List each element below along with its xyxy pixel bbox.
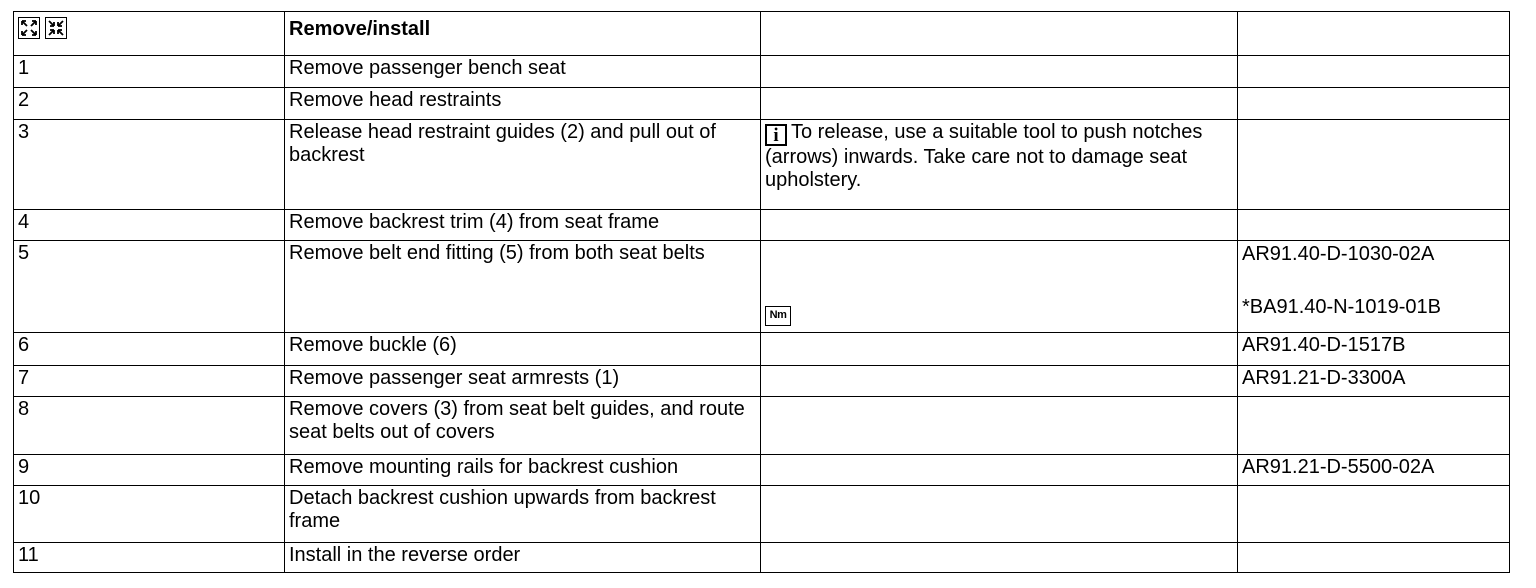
header-title: Remove/install bbox=[285, 12, 761, 56]
step-ref bbox=[1238, 455, 1510, 486]
table-row bbox=[14, 366, 1510, 397]
step-action: Release head restraint guides (2) and pull out of backrest bbox=[285, 120, 761, 210]
step-number: 10 bbox=[14, 486, 285, 543]
header-icons-cell bbox=[14, 12, 285, 56]
procedure-table bbox=[13, 11, 1510, 573]
torque-nm-icon[interactable]: Nm bbox=[765, 306, 791, 326]
step-action: Remove buckle (6) bbox=[285, 333, 761, 366]
step-note bbox=[761, 366, 1238, 397]
step-note bbox=[761, 120, 1238, 210]
reference-link[interactable]: AR91.40-D-1030-02A bbox=[1242, 243, 1435, 265]
table-row bbox=[14, 333, 1510, 366]
table-row bbox=[14, 241, 1510, 333]
header-note-cell bbox=[761, 12, 1238, 56]
step-ref bbox=[1238, 397, 1510, 455]
step-action: Remove covers (3) from seat belt guides, and route seat belts out of covers bbox=[285, 397, 761, 455]
step-action: Remove passenger seat armrests (1) bbox=[285, 366, 761, 397]
step-note bbox=[761, 333, 1238, 366]
table-row bbox=[14, 397, 1510, 455]
step-number: 7 bbox=[14, 366, 285, 397]
step-note bbox=[761, 88, 1238, 120]
step-action: Install in the reverse order bbox=[285, 543, 761, 573]
table-row bbox=[14, 210, 1510, 241]
step-action: Remove backrest trim (4) from seat frame bbox=[285, 210, 761, 241]
table-row bbox=[14, 120, 1510, 210]
step-note bbox=[761, 397, 1238, 455]
step-action: Detach backrest cushion upwards from backrest frame bbox=[285, 486, 761, 543]
step-ref bbox=[1238, 543, 1510, 573]
collapse-all-icon[interactable] bbox=[45, 17, 67, 39]
step-note bbox=[761, 486, 1238, 543]
reference-link[interactable]: AR91.40-D-1517B bbox=[1242, 334, 1406, 356]
reference-link[interactable]: AR91.21-D-3300A bbox=[1242, 367, 1406, 389]
step-note bbox=[761, 543, 1238, 573]
step-note bbox=[761, 241, 1238, 333]
header-ref-cell bbox=[1238, 12, 1510, 56]
step-note-text: To release, use a suitable tool to push notches (arrows) inwards. Take care not to damage seat upholstery. bbox=[765, 121, 1203, 191]
step-note bbox=[761, 455, 1238, 486]
step-ref bbox=[1238, 241, 1510, 333]
table-row bbox=[14, 88, 1510, 120]
reference-link[interactable]: *BA91.40-N-1019-01B bbox=[1242, 296, 1442, 318]
expand-all-icon[interactable] bbox=[18, 17, 40, 39]
step-number: 8 bbox=[14, 397, 285, 455]
step-number: 5 bbox=[14, 241, 285, 333]
step-ref bbox=[1238, 486, 1510, 543]
step-number: 3 bbox=[14, 120, 285, 210]
info-icon: i bbox=[765, 124, 787, 146]
step-number: 1 bbox=[14, 56, 285, 88]
table-header-row bbox=[14, 12, 1510, 56]
step-number: 2 bbox=[14, 88, 285, 120]
step-ref bbox=[1238, 366, 1510, 397]
step-number: 4 bbox=[14, 210, 285, 241]
step-ref bbox=[1238, 210, 1510, 241]
table-row bbox=[14, 543, 1510, 573]
step-number: 6 bbox=[14, 333, 285, 366]
step-number: 11 bbox=[14, 543, 285, 573]
step-action: Remove mounting rails for backrest cushion bbox=[285, 455, 761, 486]
table-row bbox=[14, 486, 1510, 543]
step-action: Remove passenger bench seat bbox=[285, 56, 761, 88]
reference-link[interactable]: AR91.21-D-5500-02A bbox=[1242, 456, 1435, 478]
step-action: Remove belt end fitting (5) from both seat belts bbox=[285, 241, 761, 333]
table-row bbox=[14, 56, 1510, 88]
step-ref bbox=[1238, 88, 1510, 120]
step-ref bbox=[1238, 56, 1510, 88]
step-ref bbox=[1238, 333, 1510, 366]
step-note bbox=[761, 210, 1238, 241]
step-note bbox=[761, 56, 1238, 88]
step-number: 9 bbox=[14, 455, 285, 486]
step-action: Remove head restraints bbox=[285, 88, 761, 120]
step-ref bbox=[1238, 120, 1510, 210]
table-row bbox=[14, 455, 1510, 486]
